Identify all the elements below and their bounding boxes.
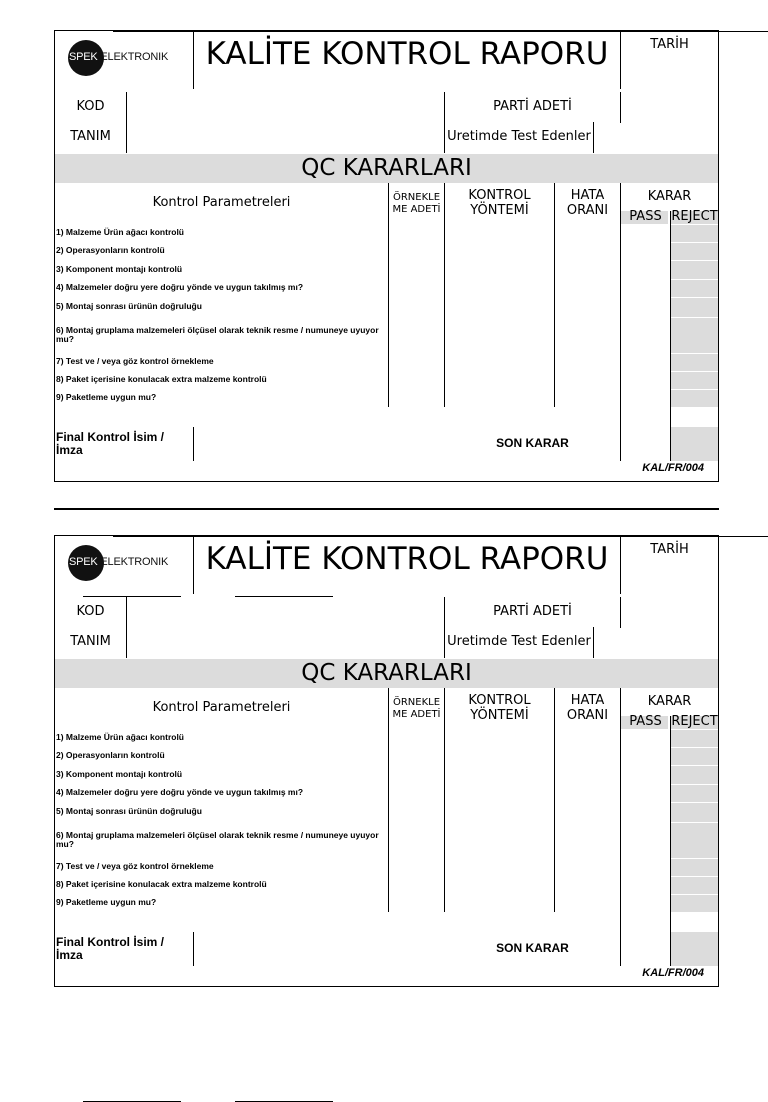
- method-header: KONTROL YÖNTEMİ: [468, 187, 531, 218]
- param-row-label: 3) Komponent montajı kontrolü: [56, 263, 183, 274]
- param-row-label: 8) Paket içerisine konulacak extra malzeme kontrolü: [56, 374, 267, 385]
- reject-cell: [671, 823, 718, 858]
- signature-field[interactable]: [194, 427, 444, 461]
- param-row-label: 5) Montaj sonrası ürünün doğruluğu: [56, 806, 202, 817]
- final-reject-cell: [671, 427, 718, 461]
- company-logo-text: SPEK ELEKTRONIK: [69, 556, 169, 568]
- reject-cell: [671, 225, 718, 242]
- param-row-label: 3) Komponent montajı kontrolü: [56, 768, 183, 779]
- param-row-label: 6) Montaj gruplama malzemeleri ölçüsel olarak teknik resme / numuneye uyuyor mu?: [56, 324, 379, 344]
- son-karar-label: SON KARAR: [496, 436, 569, 451]
- kod-field[interactable]: [127, 597, 444, 627]
- reject-cell: [671, 261, 718, 279]
- testers-field[interactable]: [594, 122, 718, 153]
- quality-control-form-1: [54, 30, 719, 482]
- reject-cell: [671, 390, 718, 407]
- testers-label: Uretimde Test Edenler: [447, 634, 591, 650]
- param-row-label: 6) Montaj gruplama malzemeleri ölçüsel olarak teknik resme / numuneye uyuyor mu?: [56, 829, 379, 849]
- testers-label: Uretimde Test Edenler: [447, 129, 591, 145]
- reject-cell: [671, 766, 718, 784]
- reject-cell: [671, 298, 718, 317]
- quality-control-form-2: [54, 535, 719, 987]
- page-separator-line: [54, 508, 719, 510]
- reject-cell: [671, 895, 718, 912]
- company-logo-text: SPEK ELEKTRONIK: [69, 51, 169, 63]
- date-label: TARİH: [650, 36, 689, 52]
- grid-line: [485, 536, 768, 537]
- kod-label: KOD: [76, 603, 105, 619]
- final-control-label: Final Kontrol İsim / İmza: [56, 429, 165, 457]
- decision-header: KARAR: [647, 693, 692, 709]
- param-row-label: 5) Montaj sonrası ürünün doğruluğu: [56, 301, 202, 312]
- reject-cell: [671, 243, 718, 260]
- param-row-label: 2) Operasyonların kontrolü: [56, 750, 165, 761]
- logo-area: [55, 536, 194, 594]
- pass-header: PASS: [629, 209, 662, 225]
- reject-cell: [671, 354, 718, 371]
- kod-field[interactable]: [127, 92, 444, 122]
- decision-header: KARAR: [647, 188, 692, 204]
- param-row-label: 7) Test ve / veya göz kontrol örnekleme: [56, 861, 214, 872]
- param-row-label: 1) Malzeme Ürün ağacı kontrolü: [56, 732, 184, 743]
- error-header: HATA ORANI: [566, 187, 609, 218]
- final-reject-cell: [671, 932, 718, 966]
- report-title: KALİTE KONTROL RAPORU: [205, 35, 609, 72]
- reject-cell: [671, 730, 718, 747]
- reject-cell: [671, 877, 718, 894]
- grid-line: [670, 716, 671, 966]
- reject-cell: [671, 859, 718, 876]
- reject-header: REJECT: [671, 209, 718, 225]
- date-label: TARİH: [650, 541, 689, 557]
- section-title: QC KARARLARI: [301, 660, 472, 687]
- param-row-label: 4) Malzemeler doğru yere doğru yönde ve uygun takılmış mı?: [56, 787, 304, 798]
- reject-cell: [671, 785, 718, 802]
- params-header: Kontrol Parametreleri: [152, 700, 291, 716]
- reject-header: REJECT: [671, 714, 718, 730]
- parti-label: PARTİ ADETİ: [493, 98, 572, 114]
- son-karar-label: SON KARAR: [496, 941, 569, 956]
- pass-header: PASS: [629, 714, 662, 730]
- kod-label: KOD: [76, 98, 105, 114]
- param-row-label: 9) Paketleme uygun mu?: [56, 392, 157, 403]
- tanim-field[interactable]: [127, 122, 444, 153]
- param-row-label: 4) Malzemeler doğru yere doğru yönde ve uygun takılmış mı?: [56, 282, 304, 293]
- tanim-field[interactable]: [127, 627, 444, 658]
- testers-field[interactable]: [594, 627, 718, 658]
- grid-line: [670, 211, 671, 461]
- signature-field[interactable]: [194, 932, 444, 966]
- date-field[interactable]: [621, 60, 718, 88]
- param-row-label: 9) Paketleme uygun mu?: [56, 897, 157, 908]
- reject-cell: [671, 280, 718, 297]
- date-field[interactable]: [621, 565, 718, 593]
- param-row-label: 7) Test ve / veya göz kontrol örnekleme: [56, 356, 214, 367]
- form-code: KAL/FR/004: [642, 462, 704, 474]
- parti-label: PARTİ ADETİ: [493, 603, 572, 619]
- param-row-label: 8) Paket içerisine konulacak extra malzeme kontrolü: [56, 879, 267, 890]
- sample-header: ÖRNEKLE ME ADETİ: [392, 192, 441, 215]
- param-row-label: 2) Operasyonların kontrolü: [56, 245, 165, 256]
- reject-cell: [671, 803, 718, 822]
- method-header: KONTROL YÖNTEMİ: [468, 692, 531, 723]
- sample-header: ÖRNEKLE ME ADETİ: [392, 697, 441, 720]
- error-header: HATA ORANI: [566, 692, 609, 723]
- reject-cell: [671, 372, 718, 389]
- form-code: KAL/FR/004: [642, 967, 704, 979]
- reject-cell: [671, 318, 718, 353]
- tanim-label: TANIM: [70, 129, 111, 145]
- tanim-label: TANIM: [70, 634, 111, 650]
- parti-field[interactable]: [621, 92, 718, 122]
- grid-line: [620, 688, 621, 966]
- final-control-label: Final Kontrol İsim / İmza: [56, 934, 165, 962]
- param-row-label: 1) Malzeme Ürün ağacı kontrolü: [56, 227, 184, 238]
- report-title: KALİTE KONTROL RAPORU: [205, 540, 609, 577]
- section-title: QC KARARLARI: [301, 155, 472, 182]
- reject-cell: [671, 748, 718, 765]
- grid-line: [485, 31, 768, 32]
- parti-field[interactable]: [621, 597, 718, 627]
- grid-line: [620, 183, 621, 461]
- params-header: Kontrol Parametreleri: [152, 195, 291, 211]
- logo-area: [55, 31, 194, 89]
